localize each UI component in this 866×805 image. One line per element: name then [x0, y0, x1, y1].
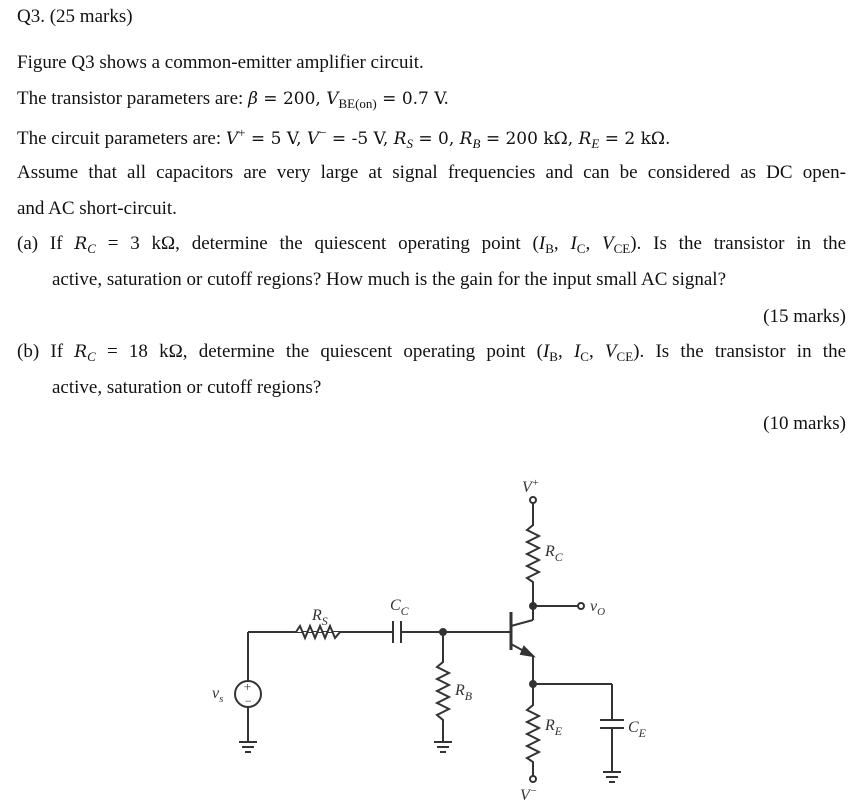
- rs-label: $R_S$: [312, 607, 328, 628]
- part-b-line-2: active, saturation or cutoff regions?: [52, 377, 322, 398]
- re-resistor: [527, 684, 539, 776]
- rc-label: $R_C$: [545, 543, 563, 564]
- intro-text: Figure Q3 shows a common-emitter amplifier circuit.: [17, 52, 424, 73]
- vplus-terminal: [530, 497, 536, 503]
- rb-resistor: [437, 632, 449, 742]
- vminus-label: V−: [520, 785, 538, 804]
- part-b-marks: (10 marks): [763, 413, 846, 434]
- circuit-params: The circuit parameters are: V+ = 5 V, V− = -5 V, $R_S = 0$, $R_B = 200$ kΩ, $R_E = 2$ kΩ.: [17, 125, 671, 151]
- re-label: $R_E$: [545, 717, 563, 738]
- vo-terminal: [578, 603, 584, 609]
- ce-label: $C_E$: [628, 719, 647, 740]
- rs-resistor: [296, 626, 340, 638]
- rb-label: $R_B$: [455, 682, 473, 703]
- vminus-terminal: [530, 776, 536, 782]
- rb-ground-icon: [434, 742, 452, 752]
- source-minus: −: [244, 694, 253, 708]
- part-a-marks: (15 marks): [763, 306, 846, 327]
- source-plus: +: [243, 679, 252, 694]
- rc-resistor: [527, 503, 539, 608]
- transistor-params: The transistor parameters are: β = 200, $V_{BE(on)} = 0.7$ V.: [17, 88, 449, 111]
- assumption-line-2: and AC short-circuit.: [17, 198, 177, 219]
- question-heading: Q3. (25 marks): [17, 6, 133, 27]
- assumption-line-1: Assume that all capacitors are very large at signal frequencies and can be considered as DC open-: [17, 162, 846, 183]
- vo-label: $v_O$: [590, 598, 606, 618]
- part-b-line-1: (b) If $R_C = 18$ kΩ, determine the quiescent operating point ($I_B$, $I_C$, $V_{CE}$). Is the transistor in the: [17, 341, 847, 364]
- part-a-line-2: active, saturation or cutoff regions? How much is the gain for the input small AC signal?: [52, 269, 726, 290]
- vplus-label: V+: [522, 477, 540, 496]
- cc-label: $C_C$: [390, 597, 409, 618]
- ce-ground-icon: [603, 772, 621, 782]
- bjt-transistor: [511, 608, 533, 684]
- part-a-line-1: (a) If $R_C = 3$ kΩ, determine the quiescent operating point ($I_B$, $I_C$, $V_{CE}$). Is the transistor in the: [17, 233, 847, 256]
- source-ground-icon: [239, 742, 257, 752]
- vs-label: $v_s$: [212, 685, 224, 705]
